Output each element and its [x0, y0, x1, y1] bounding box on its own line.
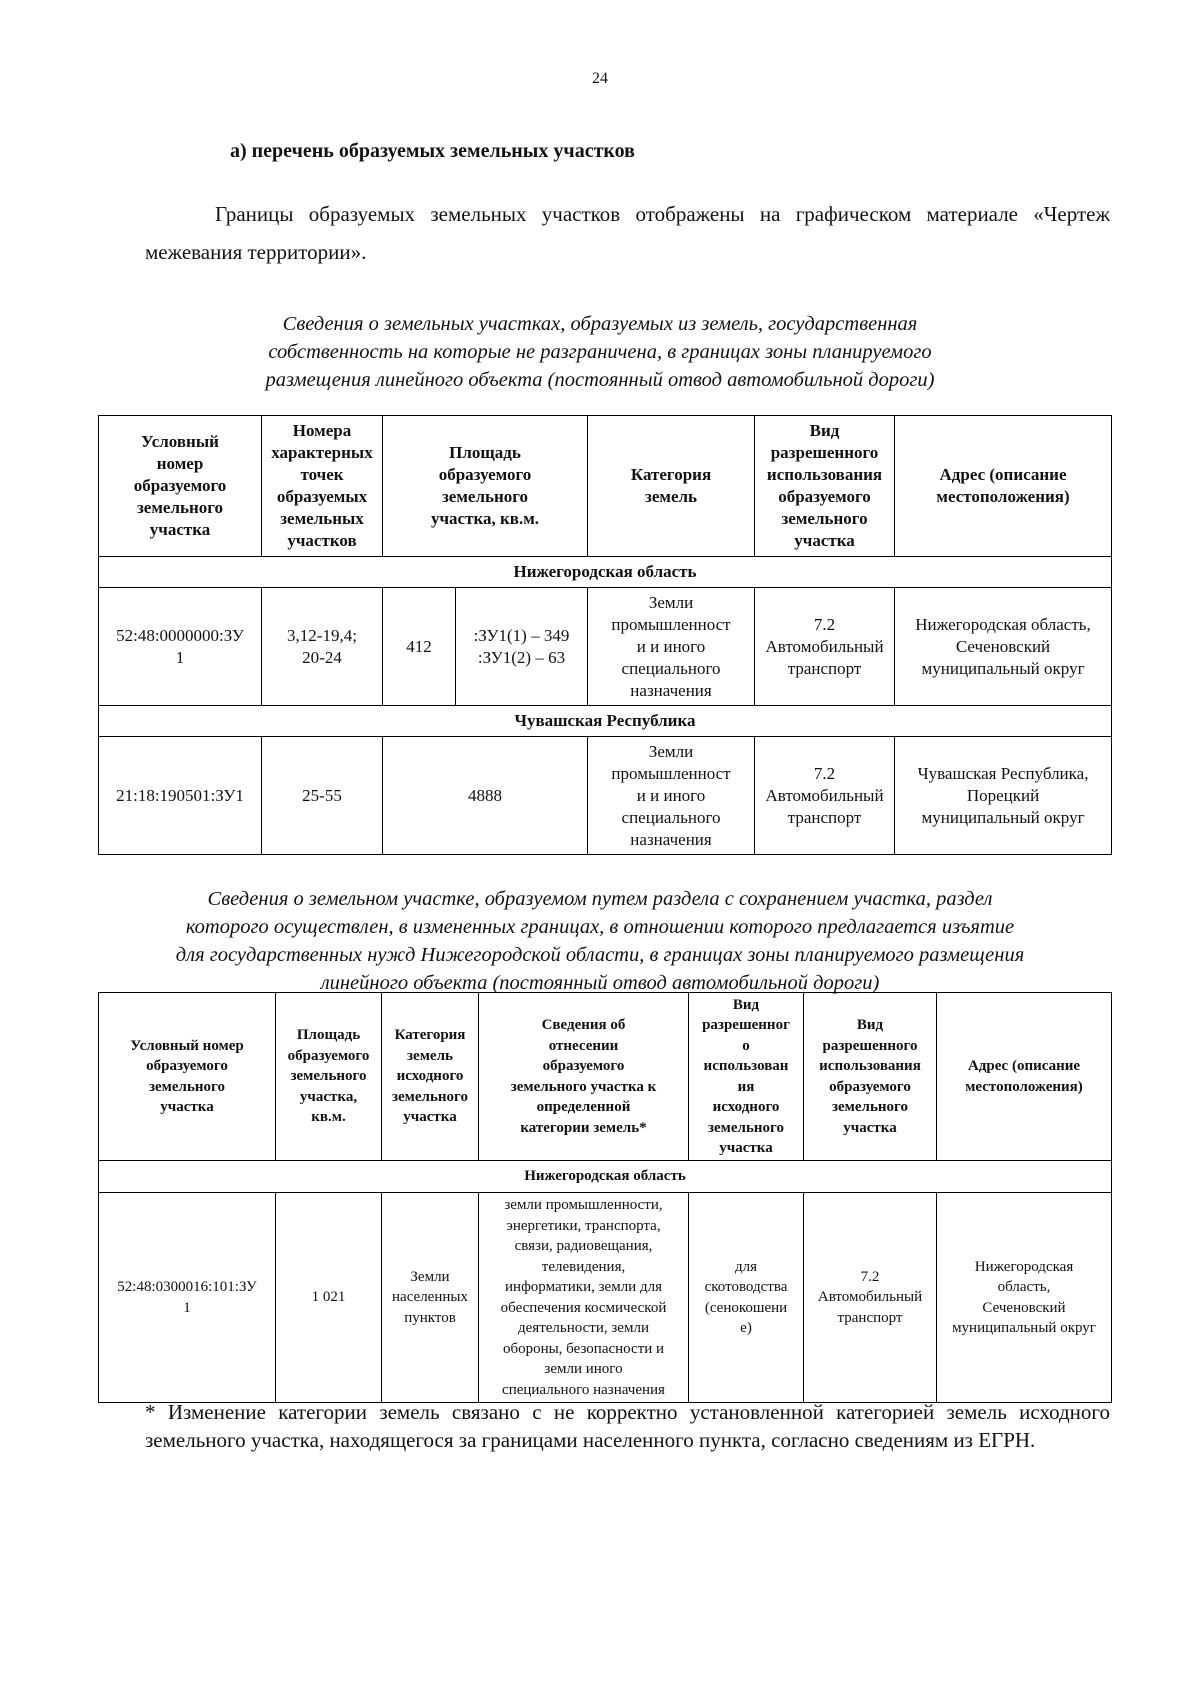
- cell-source-category: Земли населенных пунктов: [382, 1193, 479, 1403]
- header-area: Площадь образуемого земельного участка, кв.м.: [383, 416, 588, 557]
- table-row: [99, 588, 1112, 706]
- table-divided-plot: [98, 992, 1112, 1403]
- cell-plot-number: 21:18:190501:ЗУ1: [99, 737, 262, 855]
- header-area: Площадь образуемого земельного участка, кв.м.: [276, 993, 382, 1161]
- table-row: [99, 737, 1112, 855]
- table2-caption: Сведения о земельном участке, образуемом путем раздела с сохранением участка, раздел которого осуществлен, в измененных границах, в отношении которого предлагается изъятие для государственных нужд Нижегородской области, в границах зоны планируемого размещения линейного объекта (постоянный отвод автомобильной дороги): [175, 888, 1025, 994]
- cell-area: 4888: [383, 737, 588, 855]
- table-land-plots: [98, 415, 1112, 855]
- cell-permitted-use: 7.2 Автомобильный транспорт: [755, 737, 895, 855]
- cell-point-numbers: 3,12-19,4; 20-24: [262, 588, 383, 706]
- cell-area-total: 412: [383, 588, 456, 706]
- cell-address: Нижегородская область, Сеченовский муниципальный округ: [895, 588, 1112, 706]
- cell-point-numbers: 25-55: [262, 737, 383, 855]
- header-new-permitted-use: Вид разрешенного использования образуемого земельного участка: [804, 993, 937, 1161]
- cell-plot-number: 52:48:0300016:101:ЗУ 1: [99, 1193, 276, 1403]
- cell-category: Земли промышленност и и иного специального назначения: [588, 737, 755, 855]
- cell-plot-number: 52:48:0000000:ЗУ 1: [99, 588, 262, 706]
- table-row: [99, 1193, 1112, 1403]
- region-row: Нижегородская область: [99, 557, 1112, 588]
- cell-category-assignment: земли промышленности, энергетики, транспорта, связи, радиовещания, телевидения, информатики, земли для обеспечения космической деятельности, земли обороны, безопасности и земли иного специального назначения: [479, 1193, 689, 1403]
- header-address: Адрес (описание местоположения): [895, 416, 1112, 557]
- table-header-row: [99, 993, 1112, 1161]
- cell-address: Чувашская Республика, Порецкий муниципальный округ: [895, 737, 1112, 855]
- header-category: Категория земель: [588, 416, 755, 557]
- region-row: Чувашская Республика: [99, 706, 1112, 737]
- cell-new-permitted-use: 7.2 Автомобильный транспорт: [804, 1193, 937, 1403]
- footnote: * Изменение категории земель связано с не корректно установленной категорией земель исходного земельного участка, находящегося за границами населенного пункта, согласно сведениям из ЕГРН.: [145, 1400, 1110, 1452]
- page-number: 24: [592, 70, 608, 87]
- section-heading: а) перечень образуемых земельных участков: [230, 140, 635, 162]
- header-source-category: Категория земель исходного земельного участка: [382, 993, 479, 1161]
- table1-caption: Сведения о земельных участках, образуемых из земель, государственная собственность на которые не разграничена, в границах зоны планируемого размещения линейного объекта (постоянный отвод автомобильной дороги): [265, 313, 935, 391]
- header-category-assignment: Сведения об отнесении образуемого земельного участка к определенной категории земель*: [479, 993, 689, 1161]
- cell-category: Земли промышленност и и иного специального назначения: [588, 588, 755, 706]
- header-address: Адрес (описание местоположения): [937, 993, 1112, 1161]
- table-header-row: [99, 416, 1112, 557]
- cell-address: Нижегородская область, Сеченовский муниципальный округ: [937, 1193, 1112, 1403]
- region-row: Нижегородская область: [99, 1161, 1112, 1193]
- cell-area-parts: :ЗУ1(1) – 349 :ЗУ1(2) – 63: [456, 588, 588, 706]
- header-plot-number: Условный номер образуемого земельного участка: [99, 993, 276, 1161]
- cell-permitted-use: 7.2 Автомобильный транспорт: [755, 588, 895, 706]
- intro-paragraph: Границы образуемых земельных участков отображены на графическом материале «Чертеж межевания территории».: [145, 202, 1110, 264]
- cell-area: 1 021: [276, 1193, 382, 1403]
- header-permitted-use: Вид разрешенного использования образуемого земельного участка: [755, 416, 895, 557]
- header-point-numbers: Номера характерных точек образуемых земельных участков: [262, 416, 383, 557]
- header-plot-number: Условный номер образуемого земельного участка: [99, 416, 262, 557]
- header-source-permitted-use: Вид разрешенног о использован ия исходного земельного участка: [689, 993, 804, 1161]
- cell-source-permitted-use: для скотоводства (сенокошени е): [689, 1193, 804, 1403]
